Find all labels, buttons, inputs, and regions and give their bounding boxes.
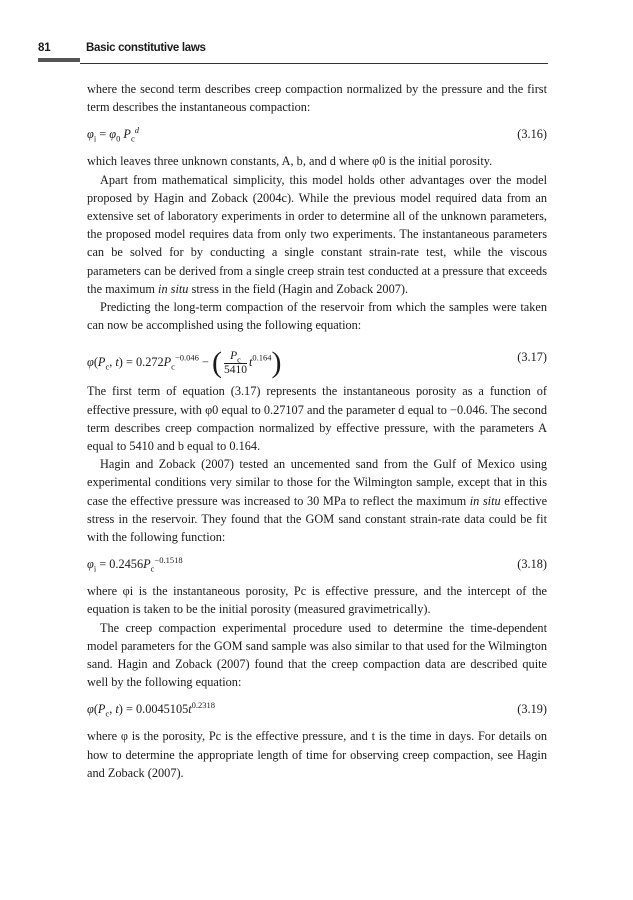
paragraph: The first term of equation (3.17) represents the instantaneous porosity as a function of effective pressure, with φ0 equal to 0.27107 and the parameter d equal to −0.046. The second term describes creep compaction normalized by effective pressure, with the parameters A equal to 5410 and b equal to 0.164. bbox=[87, 384, 547, 454]
paragraph: The creep compaction experimental procedure used to determine the time-dependent model parameters for the GOM sand sample was also similar to that used for the Wilmington sand. Hagin and Zoback (2007) found that the creep compaction data are described quite well by the following equation: bbox=[87, 620, 547, 690]
page-number: 81 bbox=[38, 42, 51, 54]
paragraph: where φi is the instantaneous porosity, Pc is effective pressure, and the intercept of the equation is taken to be the initial porosity (measured gravimetrically). bbox=[87, 584, 547, 617]
equation-body: $\varphi_i = \varphi_0$ $P_c^d$ bbox=[87, 125, 139, 144]
running-header bbox=[38, 42, 548, 58]
equation-3-16 bbox=[87, 119, 547, 149]
paragraph: Apart from mathematical simplicity, this model holds other advantages over the model proposed by Hagin and Zoback (2004c). While the previous model required data from an extensive set of laboratory experiments in order to determine all of the unknown parameters, the proposed model requires data from only two experiments. The instantaneous parameters can be solved for by conducting a single constant strain-rate test, while the viscous parameters can be derived from a single creep strain test conducted at a pressure that exceeds the maximum in situ stress in the field (Hagin and Zoback 2007). bbox=[87, 172, 547, 296]
header-bar bbox=[38, 58, 80, 62]
equation-number: (3.19) bbox=[517, 702, 547, 717]
equation-3-19 bbox=[87, 694, 547, 724]
body-text bbox=[87, 80, 547, 782]
header-rule bbox=[80, 63, 548, 64]
paragraph: Predicting the long-term compaction of the reservoir from which the samples were taken can now be accomplished using the following equation: bbox=[87, 300, 547, 333]
equation-3-18 bbox=[87, 549, 547, 579]
equation-3-17 bbox=[87, 337, 547, 379]
equation-number: (3.16) bbox=[517, 127, 547, 142]
paragraph: where the second term describes creep compaction normalized by the pressure and the first term describes the instantaneous compaction: bbox=[87, 82, 547, 115]
equation-body: $\varphi(P_c$, $t) = 0.272P_c^{-0.046}$ − ( $\frac{P_c}{5410}$ $t^{0.164}$) bbox=[87, 346, 282, 380]
paragraph: which leaves three unknown constants, A, b, and d where φ0 is the initial porosity. bbox=[87, 154, 493, 169]
paragraph: where φ is the porosity, Pc is the effective pressure, and t is the time in days. For details on how to determine the appropriate length of time for observing creep compaction, see Hagin and Zoback (2007). bbox=[87, 729, 547, 780]
equation-number: (3.18) bbox=[517, 557, 547, 572]
equation-body: $\varphi(P_c$, $t) = 0.0045105t^{0.2318}$ bbox=[87, 700, 216, 719]
equation-number: (3.17) bbox=[517, 350, 547, 365]
equation-body: $\varphi_i = 0.2456P_c^{-0.1518}$ bbox=[87, 555, 183, 574]
paragraph: Hagin and Zoback (2007) tested an uncemented sand from the Gulf of Mexico using experimental conditions very similar to those for the Wilmington sample, except that in this case the effective pressure was increased to 30 MPa to reflect the maximum in situ effective stress in the reservoir. They found that the GOM sand constant strain-rate data could be fit with the following function: bbox=[87, 457, 548, 545]
chapter-title: Basic constitutive laws bbox=[86, 42, 206, 54]
